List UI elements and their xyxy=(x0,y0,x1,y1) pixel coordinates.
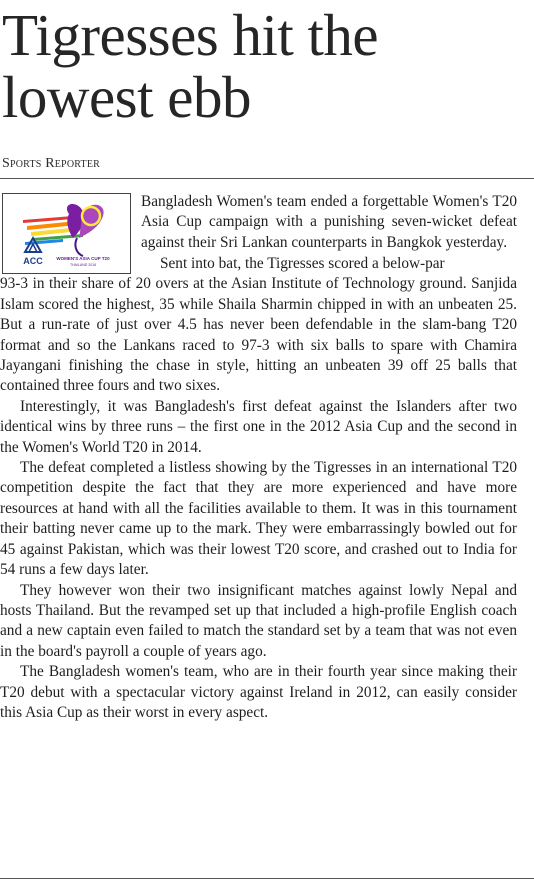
byline: Sports Reporter xyxy=(2,156,100,171)
top-divider xyxy=(0,178,534,179)
paragraph-4: The defeat completed a listless showing by the Tigresses in an international T20 competition despite the fact that they are more experienced and have more resources at hand with all the facilities available to them. It was in this tournament their batting never came up to the mark. They were embarrassingly bowled out for 45 against Pakistan, which was their lowest T20 score, and crashed out to India for 54 runs a few days later. xyxy=(0,459,517,579)
event-label: WOMEN'S ASIA CUP T20 xyxy=(56,256,110,261)
article-headline: Tigresses hit the lowest ebb xyxy=(2,2,379,130)
acc-label: ACC xyxy=(23,256,43,266)
paragraph-3: Interestingly, it was Bangladesh's first defeat against the Islanders after two identical wins by three runs – the first one in the 2012 Asia Cup and the second in the Women's World T20 in 2014. xyxy=(0,397,517,456)
paragraph-6: The Bangladesh women's team, who are in their fourth year since making their T20 debut with a spectacular victory against Ireland in 2012, can easily consider this Asia Cup as their worst in every aspect. xyxy=(0,663,517,721)
paragraph-5: They however won their two insignificant matches against lowly Nepal and hosts Thailand. But the revamped set up that included a high-profile English coach and a new captain even failed to match the standard set by a team that was not even in the board's payroll a couple of years ago. xyxy=(0,581,517,660)
paragraph-2-start: Sent into bat, the Tigresses scored a below-par xyxy=(160,255,445,272)
bottom-divider xyxy=(0,878,534,879)
intro-paragraph: Bangladesh Women's team ended a forgettable Women's T20 Asia Cup campaign with a punishing seven-wicket defeat against their Sri Lankan counterparts in Bangkok yesterday. xyxy=(141,193,517,251)
place-label: THAILAND 2016 xyxy=(69,263,97,267)
paragraph-2-rest: 93-3 in their share of 20 overs at the Asian Institute of Technology ground. Sanjida Islam scored the highest, 35 while Shaila Sharmin chipped in with an unbeaten 25. But a run-rate of just over 4.5 has never been defendable in the slam-bang T20 format and so the Lankans raced to 97-3 with six balls to spare with Chamira Jayangani finishing the chase in style, hitting an unbeaten 39 off 25 balls that contained three fours and two sixes. xyxy=(0,275,517,395)
